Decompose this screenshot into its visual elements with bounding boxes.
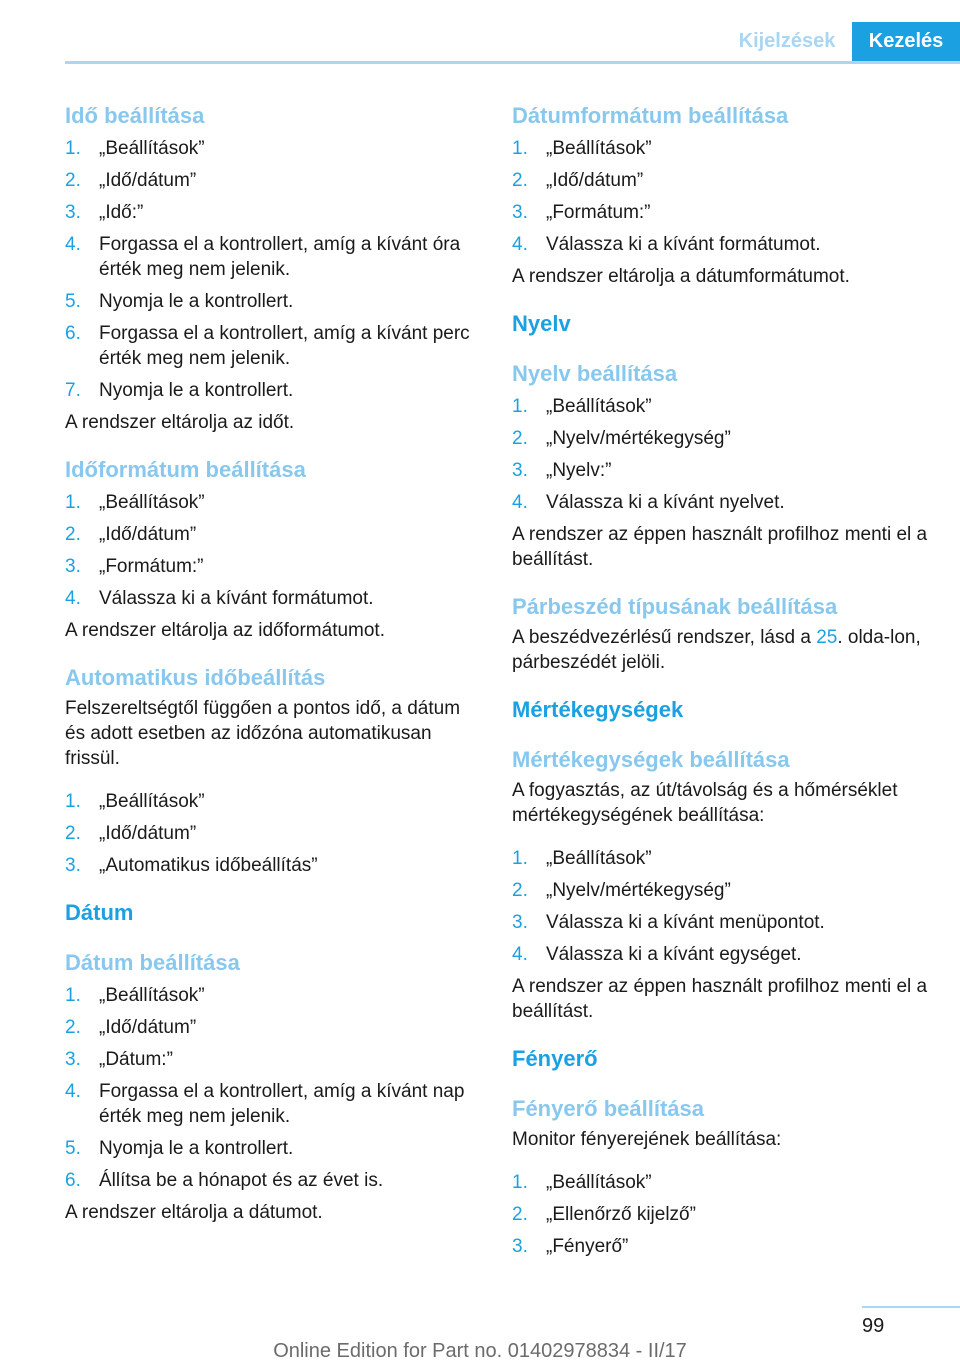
section-title-fenyero-beallitasa: Fényerő beállítása (512, 1096, 704, 1121)
step-text: „Idő/dátum” (546, 170, 644, 191)
desc-text: A beszédvezérlésű rendszer, lásd a (512, 627, 817, 648)
list-item (65, 229, 485, 286)
list-item (65, 318, 485, 375)
step-text: Válassza ki a kívánt formátumot. (99, 588, 374, 609)
list-item (65, 375, 485, 407)
step-number: 6. (65, 323, 81, 344)
list-item (65, 197, 485, 229)
steps-list (65, 786, 485, 882)
step-text: „Beállítások” (546, 848, 652, 869)
step-text: „Beállítások” (546, 396, 652, 417)
result-note: A rendszer eltárolja az időformátumot. (65, 620, 385, 641)
step-number: 4. (512, 944, 528, 965)
steps-list (512, 391, 932, 519)
step-text: „Nyelv/mértékegység” (546, 880, 731, 901)
step-text: „Beállítások” (99, 985, 205, 1006)
page-number: 99 (862, 1315, 885, 1337)
section-title-mertekegysegek-beallitasa: Mértékegységek beállítása (512, 747, 790, 772)
step-text: „Beállítások” (99, 138, 205, 159)
step-number: 3. (512, 202, 528, 223)
list-item (512, 229, 932, 261)
step-number: 2. (65, 823, 81, 844)
list-item (65, 786, 485, 818)
step-number: 7. (65, 380, 81, 401)
step-number: 6. (65, 1170, 81, 1191)
section-title-datum-beallitasa: Dátum beállítása (65, 950, 240, 975)
step-text: Forgassa el a kontrollert, amíg a kívánt nap érték meg nem jelenik. (99, 1081, 465, 1127)
result-note: A rendszer az éppen használt profilhoz menti el a beállítást. (512, 524, 928, 570)
step-number: 2. (65, 170, 81, 191)
section-title-ido-beallitasa: Idő beállítása (65, 103, 205, 128)
tab-kezeles[interactable]: Kezelés (852, 22, 960, 61)
list-item (512, 197, 932, 229)
steps-list (512, 133, 932, 261)
section-description: Felszereltségtől függően a pontos idő, a dátum és adott esetben az időzóna automatikusan frissül. (65, 698, 461, 769)
section-title-nyelv: Nyelv (512, 311, 571, 336)
step-text: „Formátum:” (546, 202, 651, 223)
step-number: 3. (512, 1236, 528, 1257)
right-column (512, 101, 932, 1263)
step-number: 1. (512, 848, 528, 869)
page-link[interactable]: 25 (816, 627, 838, 648)
steps-list (65, 980, 485, 1197)
step-number: 1. (65, 985, 81, 1006)
list-item (65, 850, 485, 882)
step-number: 2. (65, 1017, 81, 1038)
steps-list (512, 1167, 932, 1263)
step-number: 3. (512, 460, 528, 481)
step-text: Forgassa el a kontrollert, amíg a kívánt óra érték meg nem jelenik. (99, 234, 461, 280)
step-text: Forgassa el a kontrollert, amíg a kívánt perc érték meg nem jelenik. (99, 323, 470, 369)
step-text: „Idő/dátum” (99, 170, 197, 191)
step-number: 3. (512, 912, 528, 933)
left-column (65, 101, 485, 1229)
steps-list (512, 843, 932, 971)
section-title-automatikus: Automatikus időbeállítás (65, 665, 326, 690)
list-item (65, 133, 485, 165)
result-note: A rendszer eltárolja a dátumot. (65, 1202, 323, 1223)
step-number: 4. (65, 234, 81, 255)
step-text: Válassza ki a kívánt menüpontot. (546, 912, 825, 933)
list-item (65, 551, 485, 583)
list-item (512, 907, 932, 939)
list-item (65, 519, 485, 551)
result-note: A rendszer az éppen használt profilhoz menti el a beállítást. (512, 976, 928, 1022)
step-number: 1. (512, 1172, 528, 1193)
step-number: 4. (512, 492, 528, 513)
step-text: „Idő/dátum” (99, 823, 197, 844)
step-text: „Idő/dátum” (99, 524, 197, 545)
result-note: A rendszer eltárolja az időt. (65, 412, 295, 433)
section-title-parbeszed: Párbeszéd típusának beállítása (512, 594, 838, 619)
list-item (65, 165, 485, 197)
desc-text: . olda-lon, párbeszédét jelöli. (512, 627, 921, 673)
list-item (512, 391, 932, 423)
list-item (512, 165, 932, 197)
section-title-nyelv-beallitasa: Nyelv beállítása (512, 361, 678, 386)
step-number: 5. (65, 291, 81, 312)
step-number: 1. (65, 138, 81, 159)
list-item (512, 1167, 932, 1199)
list-item (65, 1044, 485, 1076)
section-title-idoformatum: Időformátum beállítása (65, 457, 306, 482)
list-item (65, 1165, 485, 1197)
step-number: 3. (65, 1049, 81, 1070)
list-item (65, 980, 485, 1012)
step-number: 2. (512, 880, 528, 901)
list-item (65, 286, 485, 318)
step-number: 4. (512, 234, 528, 255)
step-number: 1. (512, 396, 528, 417)
step-number: 4. (65, 1081, 81, 1102)
result-note: A rendszer eltárolja a dátumformátumot. (512, 266, 850, 287)
section-description (512, 622, 932, 679)
list-item (512, 1199, 932, 1231)
step-text: Nyomja le a kontrollert. (99, 380, 294, 401)
header-divider (65, 61, 960, 64)
step-number: 3. (65, 855, 81, 876)
step-text: „Dátum:” (99, 1049, 173, 1070)
list-item (512, 1231, 932, 1263)
list-item (512, 133, 932, 165)
step-number: 2. (512, 428, 528, 449)
tab-kijelzesek[interactable]: Kijelzések (738, 30, 836, 52)
section-title-datumformatum: Dátumformátum beállítása (512, 103, 789, 128)
step-text: „Fényerő” (546, 1236, 629, 1257)
list-item (512, 939, 932, 971)
step-text: „Nyelv:” (546, 460, 612, 481)
step-text: Nyomja le a kontrollert. (99, 1138, 294, 1159)
step-number: 1. (65, 492, 81, 513)
list-item (512, 843, 932, 875)
list-item (512, 423, 932, 455)
step-number: 4. (65, 588, 81, 609)
step-text: „Beállítások” (99, 492, 205, 513)
step-text: Állítsa be a hónapot és az évet is. (99, 1170, 384, 1191)
step-text: „Automatikus időbeállítás” (99, 855, 318, 876)
step-text: „Idő:” (99, 202, 144, 223)
list-item (65, 487, 485, 519)
list-item (512, 875, 932, 907)
step-text: Válassza ki a kívánt egységet. (546, 944, 802, 965)
list-item (65, 1012, 485, 1044)
step-text: „Nyelv/mértékegység” (546, 428, 731, 449)
step-number: 5. (65, 1138, 81, 1159)
page-number-rule (862, 1306, 960, 1308)
steps-list (65, 487, 485, 615)
step-text: „Idő/dátum” (99, 1017, 197, 1038)
section-title-mertekegysegek: Mértékegységek (512, 697, 684, 722)
step-text: Nyomja le a kontrollert. (99, 291, 294, 312)
step-text: „Beállítások” (546, 1172, 652, 1193)
step-number: 3. (65, 556, 81, 577)
step-text: Válassza ki a kívánt formátumot. (546, 234, 821, 255)
step-number: 2. (512, 1204, 528, 1225)
header-tabs (722, 22, 960, 61)
section-description: A fogyasztás, az út/távolság és a hőmérséklet mértékegységének beállítása: (512, 780, 898, 826)
list-item (512, 455, 932, 487)
list-item (65, 1076, 485, 1133)
step-number: 1. (512, 138, 528, 159)
step-text: „Ellenőrző kijelző” (546, 1204, 696, 1225)
list-item (65, 583, 485, 615)
list-item (65, 818, 485, 850)
step-number: 3. (65, 202, 81, 223)
footer-edition: Online Edition for Part no. 01402978834 - II/17 (273, 1340, 687, 1362)
steps-list (65, 133, 485, 407)
list-item (512, 487, 932, 519)
step-number: 1. (65, 791, 81, 812)
step-number: 2. (512, 170, 528, 191)
step-text: „Beállítások” (99, 791, 205, 812)
section-title-datum: Dátum (65, 900, 134, 925)
step-text: Válassza ki a kívánt nyelvet. (546, 492, 785, 513)
section-title-fenyero: Fényerő (512, 1046, 598, 1071)
step-text: „Formátum:” (99, 556, 204, 577)
step-text: „Beállítások” (546, 138, 652, 159)
section-description: Monitor fényerejének beállítása: (512, 1129, 782, 1150)
list-item (65, 1133, 485, 1165)
step-number: 2. (65, 524, 81, 545)
